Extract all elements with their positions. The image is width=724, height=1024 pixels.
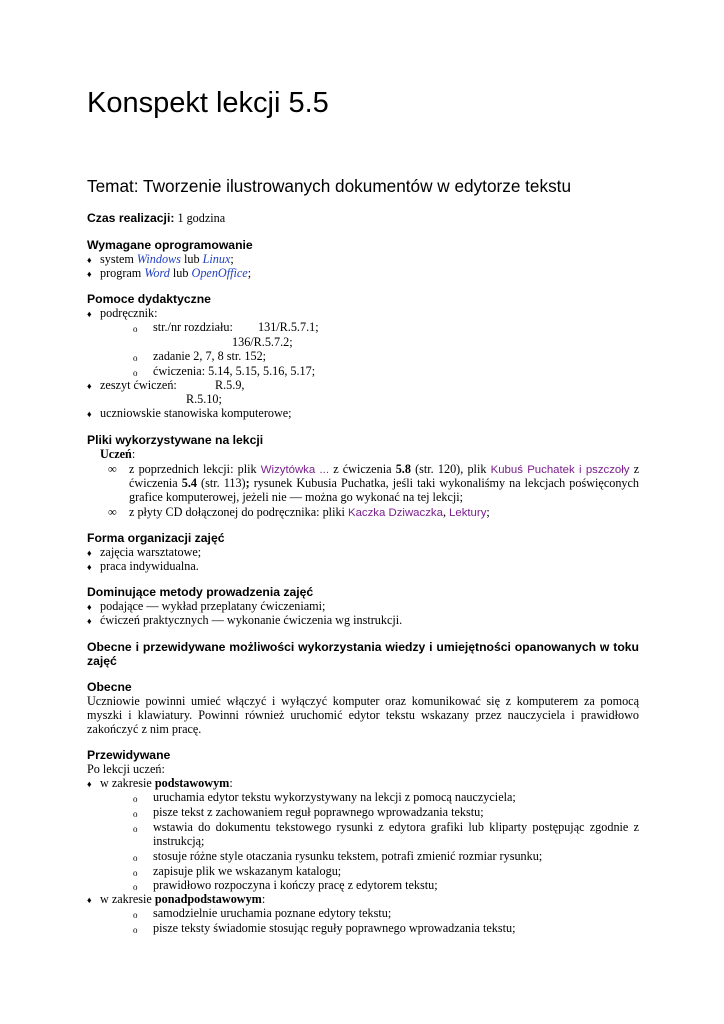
forms-item: ♦ praca indywidualna. [87, 559, 199, 573]
bullet-circle-icon: o [133, 853, 138, 863]
aids-subitem-chapter [133, 321, 138, 337]
bullet-diamond-icon: ♦ [87, 255, 92, 265]
outcomes-heading-line1: Obecne i przewidywane możliwości wykorzystania wiedzy i umiejętności opanowanych w toku [87, 640, 639, 654]
bullet-diamond-icon: ♦ [87, 895, 92, 905]
bullet-diamond-icon: ♦ [87, 779, 92, 789]
expected-extended-label: ♦ w zakresie ponadpodstawowym: [87, 892, 266, 906]
lesson-topic: Temat: Tworzenie ilustrowanych dokumentów w edytorze tekstu [87, 176, 572, 196]
bullet-circle-icon: o [133, 368, 138, 378]
aids-subitem-task: zadanie 2, 7, 8 str. 152; [153, 349, 267, 363]
file-link-wizytowka[interactable]: Wizytówka ... [260, 464, 329, 476]
files-item-previous-line3: grafice komputerowej, jeżeli nie — można go wykonać na tej lekcji; [129, 490, 464, 504]
files-item-previous-line1: z poprzednich lekcji: plik Wizytówka ... z ćwiczenia 5.8 (str. 120), plik Kubuś Puchatek i pszczoły z [129, 462, 640, 476]
methods-item: ♦ podające — wykład przeplatany ćwiczeniami; [87, 599, 326, 613]
file-link-kubus[interactable]: Kubuś Puchatek i pszczoły [490, 464, 630, 476]
expected-heading: Przewidywane [87, 748, 171, 762]
bullet-circle-icon: o [133, 868, 138, 878]
bullet-diamond-icon: ♦ [87, 616, 92, 626]
forms-item: ♦ zajęcia warsztatowe; [87, 545, 202, 559]
infinity-bullet-icon: ∞ [108, 462, 117, 476]
bullet-circle-icon: o [133, 324, 138, 334]
duration-label: Czas realizacji: [87, 211, 175, 225]
bullet-circle-icon: o [133, 809, 138, 819]
aids-item-stations: ♦ uczniowskie stanowiska komputerowe; [87, 406, 292, 420]
extended-item: pisze teksty świadomie stosując reguły poprawnego wprowadzania tekstu; [153, 921, 516, 935]
workbook-value-2: R.5.10; [186, 392, 222, 406]
expected-basic-label: ♦ w zakresie podstawowym: [87, 776, 233, 790]
bullet-circle-icon: o [133, 925, 138, 935]
basic-item: wstawia do dokumentu tekstowego rysunki z edytora grafiki lub kliparty postępując zgodnie z [153, 820, 639, 834]
software-item-program: ♦ program Word lub OpenOffice; [87, 266, 252, 280]
software-heading: Wymagane oprogramowanie [87, 238, 253, 252]
basic-item: pisze tekst z zachowaniem reguł poprawnego wprowadzania tekstu; [153, 805, 484, 819]
forms-heading: Forma organizacji zajęć [87, 531, 225, 545]
current-heading: Obecne [87, 680, 132, 694]
bullet-circle-icon: o [133, 824, 138, 834]
current-paragraph-line3: zakończyć z nim pracę. [87, 722, 202, 736]
basic-item-continuation: instrukcją; [153, 834, 205, 848]
bullet-diamond-icon: ♦ [87, 548, 92, 558]
bullet-diamond-icon: ♦ [87, 409, 92, 419]
current-paragraph-line2: myszki i klawiatury. Powinni również uruchomić edytor tekstu wskazany przez nauczyciela i prawidłowo [87, 708, 639, 722]
bullet-diamond-icon: ♦ [87, 381, 92, 391]
aids-item-workbook: ♦ zeszyt ćwiczeń: [87, 378, 177, 392]
basic-item: uruchamia edytor tekstu wykorzystywany na lekcji z pomocą nauczyciela; [153, 790, 516, 804]
bullet-circle-icon: o [133, 353, 138, 363]
basic-item: zapisuje plik we wskazanym katalogu; [153, 864, 342, 878]
files-heading: Pliki wykorzystywane na lekcji [87, 433, 264, 447]
file-link-kaczka[interactable]: Kaczka Dziwaczka [347, 507, 443, 519]
methods-heading: Dominujące metody prowadzenia zajęć [87, 585, 314, 599]
workbook-value-1: R.5.9, [215, 378, 245, 392]
bullet-circle-icon: o [133, 794, 138, 804]
methods-item: ♦ ćwiczeń praktycznych — wykonanie ćwiczenia wg instrukcji. [87, 613, 403, 627]
basic-item: prawidłowo rozpoczyna i kończy pracę z edytorem tekstu; [153, 878, 438, 892]
aids-subitem-exercises: ćwiczenia: 5.14, 5.15, 5.16, 5.17; [153, 364, 316, 378]
infinity-bullet-icon: ∞ [108, 505, 117, 519]
outcomes-heading-line2: zajęć [87, 654, 117, 668]
expected-intro: Po lekcji uczeń: [87, 762, 165, 776]
bullet-diamond-icon: ♦ [87, 269, 92, 279]
files-student-label: Uczeń: [100, 447, 136, 461]
files-item-previous-line2: ćwiczenia 5.4 (str. 113); rysunek Kubusia Puchatka, jeśli taki wykonaliśmy na lekcjach poświęconych [129, 476, 640, 490]
aids-item-textbook: ♦ podręcznik: [87, 306, 158, 320]
file-link-lektury[interactable]: Lektury [449, 507, 487, 519]
duration-value: 1 godzina [177, 211, 226, 225]
duration-line [87, 211, 225, 226]
chapter-value-1: 131/R.5.7.1; [258, 320, 319, 334]
bullet-circle-icon: o [133, 910, 138, 920]
bullet-diamond-icon: ♦ [87, 602, 92, 612]
bullet-diamond-icon: ♦ [87, 562, 92, 572]
extended-item: samodzielnie uruchamia poznane edytory tekstu; [153, 906, 392, 920]
bullet-diamond-icon: ♦ [87, 309, 92, 319]
chapter-value-2: 136/R.5.7.2; [232, 335, 293, 349]
basic-item: stosuje różne style otaczania rysunku tekstem, potrafi zmienić rozmiar rysunku; [153, 849, 543, 863]
bullet-circle-icon: o [133, 882, 138, 892]
current-paragraph-line1: Uczniowie powinni umieć włączyć i wyłączyć komputer oraz komunikować się z komputerem za pomocą [87, 694, 639, 708]
aids-heading: Pomoce dydaktyczne [87, 292, 211, 306]
files-item-cd: z płyty CD dołączonej do podręcznika: pliki Kaczka Dziwaczka, Lektury; [129, 505, 490, 519]
software-item-system: ♦ system Windows lub Linux; [87, 252, 234, 266]
page-title: Konspekt lekcji 5.5 [87, 87, 329, 119]
chapter-label: str./nr rozdziału: [153, 320, 233, 334]
